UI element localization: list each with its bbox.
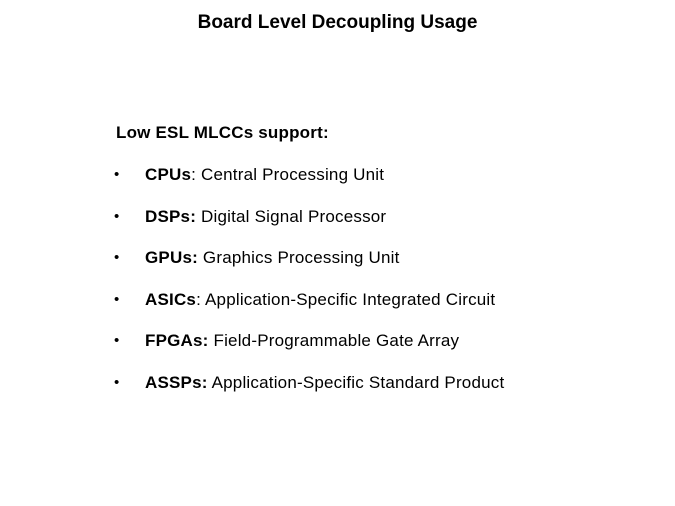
slide-title: Board Level Decoupling Usage xyxy=(197,12,478,33)
bullet-icon: • xyxy=(114,207,120,225)
bullet-description: Application-Specific Standard Product xyxy=(211,372,505,392)
bullet-description: Central Processing Unit xyxy=(201,165,385,184)
bullet-text xyxy=(145,207,386,227)
bullet-icon: • xyxy=(114,249,120,267)
bullet-term: GPUs: xyxy=(145,248,198,268)
bullet-separator: : xyxy=(196,289,205,309)
bullet-description: Graphics Processing Unit xyxy=(202,248,400,268)
bullet-description: Digital Signal Processor xyxy=(201,206,387,226)
bullet-description: Application-Specific Integrated Circuit xyxy=(205,289,496,309)
bullet-icon: • xyxy=(114,332,120,350)
bullet-icon: • xyxy=(114,290,120,308)
bullet-term: CPUs xyxy=(145,165,192,184)
bullet-term: FPGAs: xyxy=(145,331,209,351)
bullet-icon: • xyxy=(114,166,120,183)
bullet-text xyxy=(145,248,400,268)
bullet-term: ASSPs: xyxy=(145,372,208,392)
slide-content xyxy=(114,123,505,392)
bullet-term: DSPs: xyxy=(145,206,197,226)
bullet-text xyxy=(145,373,504,393)
bullet-icon: • xyxy=(114,373,120,391)
bullet-text xyxy=(145,331,459,351)
bullet-text xyxy=(145,165,384,185)
bullet-text xyxy=(145,290,495,310)
bullet-description: Field-Programmable Gate Array xyxy=(213,331,460,351)
intro-heading: Low ESL MLCCs support: xyxy=(116,123,329,142)
bullet-separator: : xyxy=(191,165,202,184)
bullet-term: ASICs xyxy=(145,289,197,309)
